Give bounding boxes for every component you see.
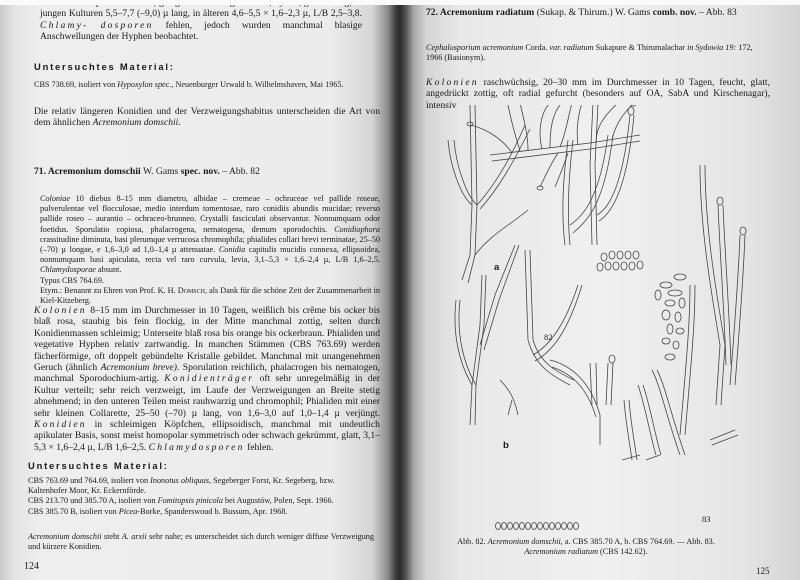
journal: Sydowia 19: bbox=[695, 43, 737, 52]
text: sehr nahe; es unterscheidet sich durch weniger diffuse Verzweigung und kürzere Konidien. bbox=[28, 532, 374, 552]
conidia-group bbox=[597, 251, 686, 360]
figure-caption bbox=[436, 537, 736, 557]
material-list bbox=[28, 476, 374, 517]
status: spec. nov. bbox=[180, 166, 220, 177]
spaced-term: Kolonien bbox=[34, 305, 87, 316]
scan-top-edge bbox=[0, 0, 800, 5]
figure-label-83: 83 bbox=[702, 514, 711, 524]
host-name: Hypoxylon spec. bbox=[117, 80, 172, 89]
species-name: Acremonium domschii. bbox=[92, 117, 181, 129]
species-name: Acremonium radiatum bbox=[524, 547, 598, 556]
text: capitulis mucidis connexa, ellipsoidea, nonnumquam basi apiculata, recta vel raro curvula, levia, 3,1–5,3 × 1,6–2,4 µ, L/B 1,6–2,5. bbox=[40, 245, 381, 265]
text: CBS 738.69, isoliert von bbox=[34, 80, 116, 89]
species-name: Cephalosporium acremonium bbox=[426, 43, 524, 52]
text: oft sehr unregelmäßig in der Kultur verteilt; sehr reich verzweigt, im Laufe der Verzweigungen an Breite stetig abnehmend; in den unteren Teilen meist rauhwarzig und chromophil; Phialiden mit einer sehr kleinen Collarette, 25–50 (–70) µ lang, von 1,6–3,0 auf 1,0–1,4 µ verjüngt. bbox=[34, 373, 380, 419]
spaced-term: Konidienträger bbox=[164, 373, 255, 385]
text: (CBS 142.62). bbox=[600, 547, 648, 556]
conidiophore-b bbox=[455, 245, 582, 425]
variety: var. radiatum bbox=[549, 43, 594, 52]
text: CBS 385.70 B, isoliert von bbox=[28, 506, 117, 516]
text: steht bbox=[103, 532, 120, 541]
text-line: beobachtet. bbox=[154, 31, 199, 43]
term: Coloniae bbox=[40, 194, 71, 203]
latin-description bbox=[40, 194, 380, 306]
conidiophore-82 bbox=[563, 105, 634, 245]
material-heading: Untersuchtes Material: bbox=[28, 460, 169, 471]
conidia-chain bbox=[496, 523, 579, 530]
page-number: 124 bbox=[24, 561, 39, 572]
species-title: 71. Acremonium domschii bbox=[34, 166, 141, 177]
figure-label-b: b bbox=[503, 440, 509, 451]
etymology: Etym.: Benannt zu Ehren von Prof. K. H. bbox=[40, 285, 176, 295]
text: Abb. 82. bbox=[457, 537, 486, 546]
text: crassitudine diminuta, basi plerumque verrucosa chromophila; phialides collari brevi terminatae, 25–50 (–70) µ longae, e 1,6–3,0 ad 1,0–1,4 µ attenuatae. bbox=[40, 234, 380, 255]
text-line: fehlen, jedoch wurden manchmal blasige Anschwellungen der Hyphen bbox=[40, 19, 362, 43]
species-name: A. arxii bbox=[121, 532, 147, 541]
text: in bbox=[687, 43, 694, 52]
conidiophore-a bbox=[448, 105, 530, 283]
text-line: Kulturen 5,5–7,7 (–9,0) µ lang, in älteren 4,6–5,5 × 1,6–2,3 µ, L/B 2,5–3,8. bbox=[68, 8, 362, 20]
conidiophore-cluster-83 bbox=[467, 105, 640, 190]
status: comb. nov. bbox=[652, 7, 697, 18]
spaced-term: Konidien bbox=[34, 419, 87, 431]
material-heading: Untersuchtes Material: bbox=[34, 61, 175, 72]
author: W. Gams bbox=[142, 166, 179, 177]
species-name: Acremonium breve) bbox=[100, 362, 177, 374]
material-entry bbox=[34, 80, 364, 90]
text: a. CBS 385.70 A, b. CBS 764.69. — Abb. 83. bbox=[564, 537, 715, 546]
text: bei Augustów, Polen, Sept. 1966. bbox=[224, 496, 334, 506]
figure-ref: – Abb. 82 bbox=[222, 166, 260, 177]
conidiophore-group-83 bbox=[550, 165, 746, 460]
spaced-term: dosporen bbox=[100, 19, 154, 31]
spaced-term: Chlamydosporen bbox=[148, 441, 245, 453]
spaced-term: Chlamy- bbox=[40, 19, 89, 31]
text-line: jungen bbox=[40, 8, 67, 20]
author: (Sukap. & Thirum.) W. Gams bbox=[536, 7, 651, 18]
page-number: 125 bbox=[756, 566, 770, 576]
text: 8–15 mm im Durchmesser in 10 Tagen, weißlich bis crême bis ocker bis blaß rosa, staubig bis fein flockig, in der Mitte manchmal zottig, selten durch Konidienmassen schleimig; Unterseite blaß rosa bis orange bis ockerbraun. Phialiden und vegetative Hyphen relativ zartwandig. In manchen Stämmen (CBS 763.69) werden fächerförmige, oft doppelt gebündelte Kristalle gebildet. Manchmal mit unangenehmen Geruch (ähnlich bbox=[34, 305, 380, 374]
text: -Borke, Spanderswoud b. Bussum, Apr. 1968. bbox=[137, 506, 288, 516]
text: fehlen. bbox=[247, 441, 274, 453]
text: raschwüchsig, 20–30 mm im Durchmesser in 10 Tagen, feucht, glatt, angedrückt zottig, oft radial gefurcht (besonders auf OA, SabA und Kirschenagar), intensiv bbox=[426, 77, 770, 111]
german-description bbox=[34, 305, 380, 453]
figure-label-a: a bbox=[494, 262, 500, 273]
material-entry bbox=[28, 476, 374, 496]
species-title: 72. Acremonium radiatum bbox=[426, 7, 535, 18]
host-name: Inonotus obliquus bbox=[150, 476, 210, 485]
host-name: Picea bbox=[118, 506, 138, 516]
material-entry bbox=[28, 496, 374, 506]
text: Die relativ längeren Konidien und der Verzweigungshabitus unterscheiden die Art von dem ähnlichen bbox=[34, 106, 380, 129]
figure-drawing bbox=[400, 105, 800, 535]
species-heading-72 bbox=[426, 7, 766, 18]
material-entry bbox=[28, 507, 374, 517]
top-paragraph bbox=[40, 0, 362, 43]
host-name: Fomitopsis pinicola bbox=[157, 496, 223, 506]
text: in schleimigen Köpfchen, ellipsoidisch, manchmal mit undeutlich apikulater Basis, sonst meist homopolar symmetrisch oder schwach gekrümmt, glatt, 3,1–5,3 × 1,6–2,4 µ, L/B 1,6–2,5. bbox=[34, 419, 380, 453]
right-page bbox=[400, 0, 800, 580]
text: . Sporulation reichlich, phalacrogen bis nematogen, manchmal Sporodochium-artig. bbox=[34, 362, 380, 385]
text: Sukapure & Thirumalachar bbox=[595, 43, 686, 52]
text: 172, 1966 (Basionym). bbox=[426, 43, 753, 63]
species-name: Acremonium domschii, bbox=[487, 537, 563, 546]
etymology: , als Dank für die schöne Zeit der Zusammenarbeit in Kiel-Kitzeberg. bbox=[40, 285, 380, 306]
text: CBS 763.69 und 764.69, isoliert von bbox=[28, 476, 149, 485]
term: Conidia bbox=[218, 245, 246, 255]
text: CBS 213.70 und 385.70 A, isoliert von bbox=[28, 496, 156, 506]
figure-label-82: 82 bbox=[544, 332, 553, 342]
term: Chlamydosporae bbox=[40, 265, 96, 275]
term: Conidiophora bbox=[334, 224, 381, 234]
figure-ref: – Abb. 83 bbox=[699, 7, 737, 18]
honoree: Domsch bbox=[177, 285, 205, 295]
closing-paragraph bbox=[28, 532, 374, 552]
species-heading-71 bbox=[34, 166, 374, 177]
text: , Segeberger Forst, Kr. Segeberg, bzw. Kaltenhofer Moor, Kr. Eckernförde. bbox=[28, 476, 335, 496]
basionym bbox=[426, 43, 766, 63]
text: , Neuenburger Urwald b. Wilhelmshaven, Mai 1965. bbox=[171, 80, 344, 89]
comparison-paragraph bbox=[34, 106, 380, 129]
spaced-term: Kolonien bbox=[426, 77, 479, 88]
text: Corda. bbox=[525, 43, 548, 52]
text: 10 diebus 8–15 mm diametro, albidae – cremeae – ochraceae vel pallide roseae, pulverulentae vel flocculosae, medio interdum tomentosae, raro conidiis abundis mucidae; reverso pallide roseo – aurantio – ochraceo-brunneo. Crystalli fasciculati observantur. Nonnumquam odor foetidus. Sporulatio copiosa, phalacrogena, nematogena, demum sporodochiis. bbox=[40, 194, 380, 234]
text: absunt. bbox=[98, 265, 122, 275]
species-name: Acremonium domschii bbox=[28, 532, 102, 541]
typus: Typus CBS 764.69. bbox=[40, 275, 105, 285]
